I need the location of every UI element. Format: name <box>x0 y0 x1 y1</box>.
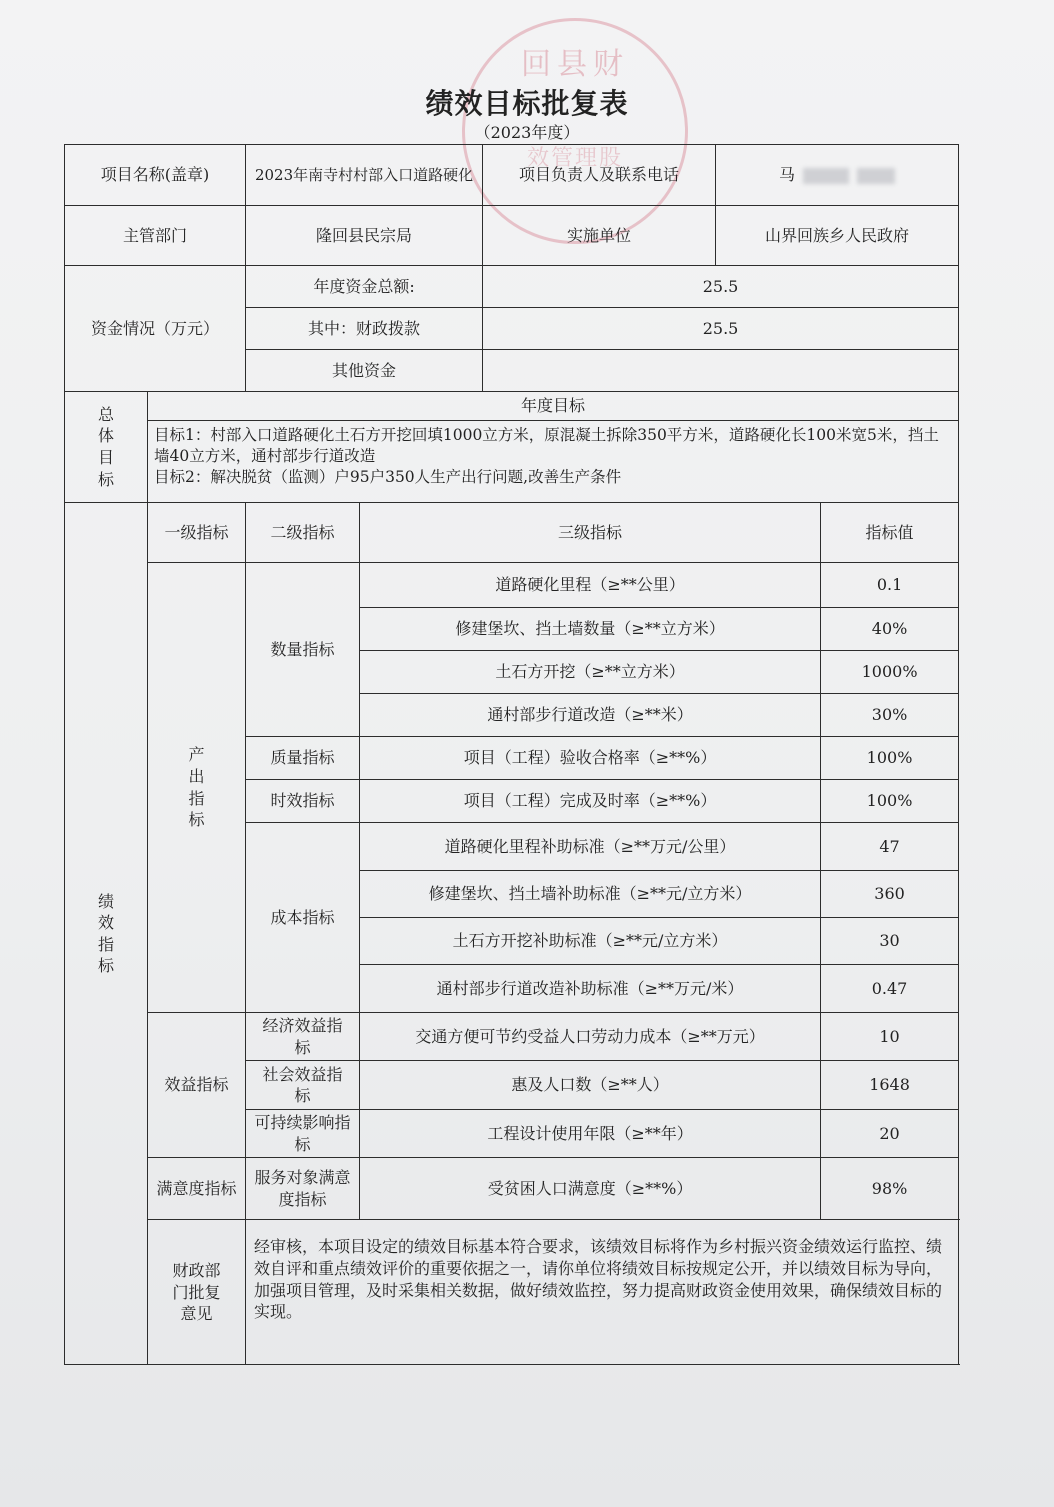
implementer-value: 山界回族乡人民政府 <box>716 206 959 266</box>
indicator-name: 通村部步行道改造（≥**米） <box>360 694 821 737</box>
quality-indicator-label: 质量指标 <box>246 737 360 780</box>
indicator-value: 40% <box>821 608 959 651</box>
indicator-name: 修建堡坎、挡土墙数量（≥**立方米） <box>360 608 821 651</box>
indicator-name: 工程设计使用年限（≥**年） <box>360 1110 821 1158</box>
seal-text-top: 回县财 <box>521 47 629 82</box>
indicator-value: 10 <box>821 1013 959 1061</box>
indicator-name: 土石方开挖补助标准（≥**元/立方米） <box>360 918 821 965</box>
indicator-value: 100% <box>821 737 959 780</box>
project-contact-cell <box>716 145 959 206</box>
indicator-value: 98% <box>821 1158 959 1220</box>
project-contact-value: 马 <box>779 165 796 185</box>
indicator-name: 修建堡坎、挡土墙补助标准（≥**元/立方米） <box>360 871 821 918</box>
overall-goal-label: 总体目标 <box>65 392 148 503</box>
indicator-name: 土石方开挖（≥**立方米） <box>360 651 821 694</box>
row-funds-total <box>65 266 959 308</box>
row-approval <box>65 1220 959 1365</box>
header-level3: 三级指标 <box>360 503 821 563</box>
document-year: （2023年度） <box>474 123 580 142</box>
funds-fiscal-label: 其中：财政拨款 <box>246 308 483 350</box>
indicator-value: 0.47 <box>821 965 959 1013</box>
satisfaction-indicators-label: 满意度指标 <box>148 1158 246 1220</box>
indicator-name: 道路硬化里程（≥**公里） <box>360 563 821 608</box>
funds-total-value: 25.5 <box>483 266 959 308</box>
document-title: 绩效目标批复表 <box>425 87 629 120</box>
project-name-label: 项目名称(盖章) <box>65 145 246 206</box>
row-indicator-header <box>65 503 959 563</box>
annual-goal-header: 年度目标 <box>148 392 959 421</box>
social-benefit-label: 社会效益指标 <box>246 1061 360 1110</box>
timeliness-indicator-label: 时效指标 <box>246 780 360 823</box>
project-name-value: 2023年南寺村村部入口道路硬化 <box>246 145 483 206</box>
header-level1: 一级指标 <box>148 503 246 563</box>
performance-indicators-label: 绩效指标 <box>65 503 148 1365</box>
row-overall-goals <box>65 421 959 503</box>
department-value: 隆回县民宗局 <box>246 206 483 266</box>
indicator-name: 交通方便可节约受益人口劳动力成本（≥**万元） <box>360 1013 821 1061</box>
indicator-value: 100% <box>821 780 959 823</box>
indicator-row <box>65 1158 959 1220</box>
indicator-value: 360 <box>821 871 959 918</box>
sustainability-label: 可持续影响指标 <box>246 1110 360 1158</box>
project-contact-label: 项目负责人及联系电话 <box>483 145 716 206</box>
row-department <box>65 206 959 266</box>
indicator-value: 1648 <box>821 1061 959 1110</box>
row-project-name <box>65 145 959 206</box>
goal-1-text: 目标1：村部入口道路硬化土石方开挖回填1000立方米，原混凝土拆除350平方米，道路硬化长100米宽5米，挡土墙40立方米，通村部步行道改造 <box>154 426 939 465</box>
header-level2: 二级指标 <box>246 503 360 563</box>
row-overall-header <box>65 392 959 421</box>
indicator-value: 47 <box>821 823 959 871</box>
indicator-name: 受贫困人口满意度（≥**%） <box>360 1158 821 1220</box>
goal-2-text: 目标2：解决脱贫（监测）户95户350人生产出行问题,改善生产条件 <box>154 467 622 486</box>
output-indicators-label: 产出指标 <box>148 563 246 1013</box>
seal-text-bottom: 效管理股 <box>526 146 623 171</box>
indicator-value: 1000% <box>821 651 959 694</box>
funds-total-label: 年度资金总额: <box>246 266 483 308</box>
indicator-name: 项目（工程）验收合格率（≥**%） <box>360 737 821 780</box>
quantity-indicator-label: 数量指标 <box>246 563 360 737</box>
approval-text: 经审核，本项目设定的绩效目标基本符合要求，该绩效目标将作为乡村振兴资金绩效运行监控、绩效自评和重点绩效评价的重要依据之一，请你单位将绩效目标按规定公开，并以绩效目标为导向，加强项目管理，及时采集相关数据，做好绩效监控，努力提高财政资金使用效果，确保绩效目标的实现。 <box>246 1220 959 1365</box>
economic-benefit-label: 经济效益指标 <box>246 1013 360 1061</box>
implementer-label: 实施单位 <box>483 206 716 266</box>
cost-indicator-label: 成本指标 <box>246 823 360 1013</box>
indicator-value: 30 <box>821 918 959 965</box>
indicator-row <box>65 1013 959 1061</box>
approval-label: 财政部门批复意见 <box>148 1220 246 1365</box>
service-satisfaction-label: 服务对象满意度指标 <box>246 1158 360 1220</box>
redacted-phone-2 <box>857 168 895 184</box>
indicator-value: 0.1 <box>821 563 959 608</box>
funds-fiscal-value: 25.5 <box>483 308 959 350</box>
annual-goals-cell <box>148 421 959 503</box>
department-label: 主管部门 <box>65 206 246 266</box>
approval-form-table <box>64 144 959 1365</box>
funds-other-value <box>483 350 959 392</box>
header-value: 指标值 <box>821 503 959 563</box>
indicator-value: 30% <box>821 694 959 737</box>
funds-other-label: 其他资金 <box>246 350 483 392</box>
indicator-value: 20 <box>821 1110 959 1158</box>
indicator-name: 通村部步行道改造补助标准（≥**万元/米） <box>360 965 821 1013</box>
benefit-indicators-label: 效益指标 <box>148 1013 246 1158</box>
indicator-row <box>65 563 959 608</box>
funds-label: 资金情况（万元） <box>65 266 246 392</box>
indicator-name: 道路硬化里程补助标准（≥**万元/公里） <box>360 823 821 871</box>
redacted-phone <box>803 168 849 184</box>
indicator-name: 项目（工程）完成及时率（≥**%） <box>360 780 821 823</box>
indicator-name: 惠及人口数（≥**人） <box>360 1061 821 1110</box>
